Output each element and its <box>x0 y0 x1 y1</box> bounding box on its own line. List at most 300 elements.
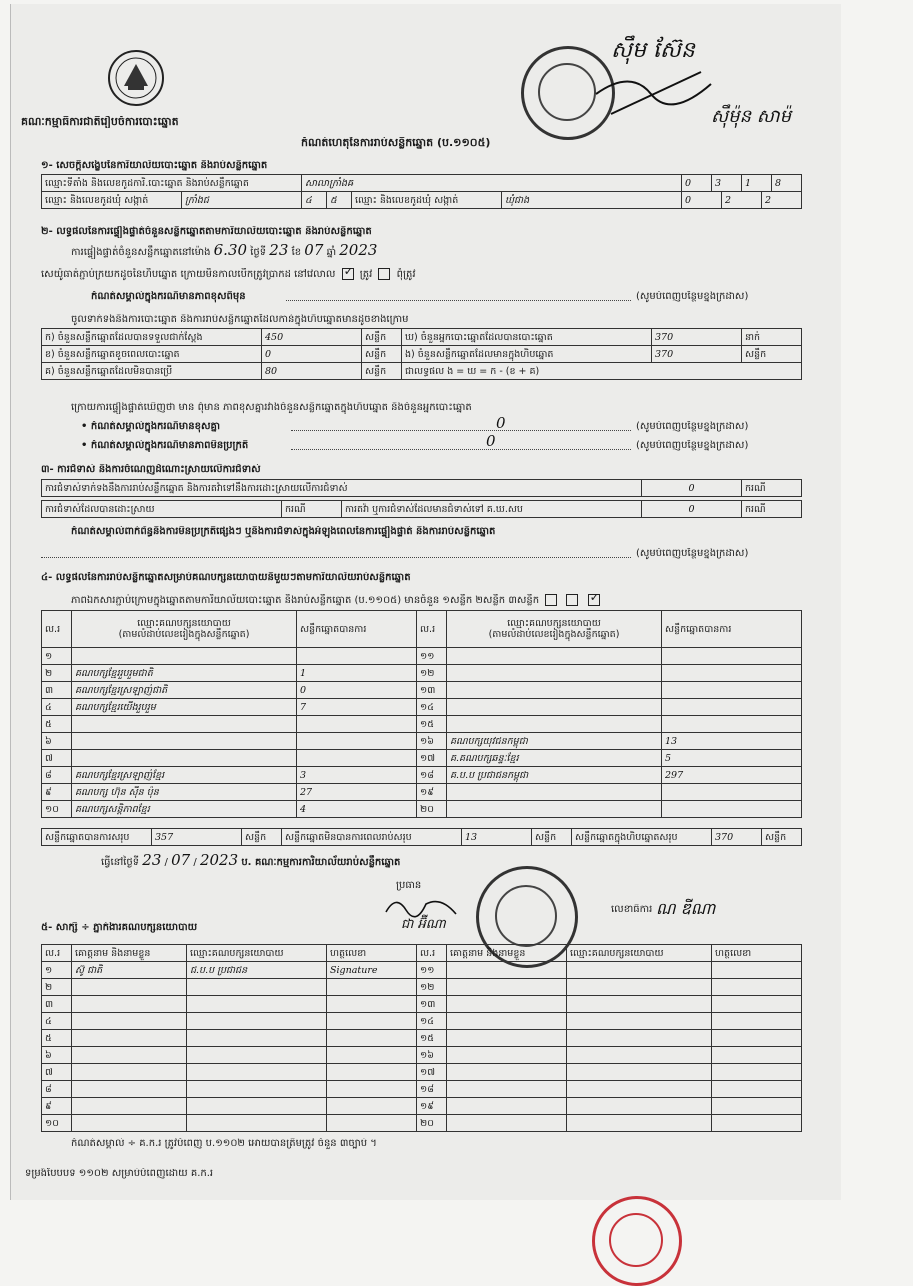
vote-count: 13 <box>662 733 802 750</box>
secretary-name: ណ ឌីណា <box>656 899 716 918</box>
table-row <box>417 767 802 784</box>
witness-party <box>187 1047 327 1064</box>
s2-note-line <box>286 300 631 301</box>
table-row <box>417 716 802 733</box>
s2-d-value: 370 <box>652 329 742 346</box>
table-row <box>417 784 802 801</box>
table-row <box>42 648 417 665</box>
witness-party <box>567 962 712 979</box>
s1-code-3: 1 <box>742 175 772 192</box>
signature-top-2: ស៊ឹម៉ុន សាម៉ <box>711 106 791 127</box>
party-name: គណបក្សសន្តិភាពខ្មែរ <box>72 801 297 818</box>
s4-date-label: ធ្វើនៅថ្ងៃទី <box>101 857 140 868</box>
nec-emblem-icon <box>106 48 166 108</box>
witness-party <box>567 1030 712 1047</box>
s1-row2-value-b: ឃុំជាង <box>502 192 682 209</box>
s5-col-sign-r: ហត្ថលេខា <box>712 945 802 962</box>
secretary-label: លេខាធិការ <box>611 904 653 915</box>
s2-e-value: 370 <box>652 346 742 363</box>
party-name: គណបក្សខ្មែររួបរួមជាតិ <box>72 665 297 682</box>
witness-name <box>447 979 567 996</box>
s2-bullet2-line <box>291 449 631 450</box>
s4-col-party-r <box>447 611 662 648</box>
table-row <box>42 716 417 733</box>
s2-month: 07 <box>304 244 324 259</box>
s1-row1-value: សាលាក្រាំងឝ <box>302 175 682 192</box>
vote-count: 0 <box>297 682 417 699</box>
row-number: ៣ <box>42 996 72 1013</box>
s4-total-unit-c: សន្លឹក <box>762 829 802 846</box>
witness-signature <box>327 1030 417 1047</box>
section1-title: ១- សេចក្តីសង្ខេបនៃការិយាល័យបោះឆ្នោត និងរាប់សន្លឹកឆ្នោត <box>41 160 268 171</box>
vote-count <box>662 784 802 801</box>
table-row <box>417 733 802 750</box>
s3-row2-label-b: ការតវ៉ា ឬការជំទាស់ដែលមានជំទាស់ទៅ គ.ឃ.សប <box>342 501 642 518</box>
table-row <box>42 767 417 784</box>
s3-row1-value: 0 <box>642 480 742 497</box>
witness-signature <box>712 1047 802 1064</box>
yes-checkbox[interactable]: ✓ <box>343 268 354 278</box>
witness-name <box>72 1013 187 1030</box>
row-number: ៩ <box>42 1098 72 1115</box>
table-row <box>417 1081 802 1098</box>
s2-bullet2-value: 0 <box>486 432 496 450</box>
witness-signature <box>712 1081 802 1098</box>
table-row <box>417 1047 802 1064</box>
table-row <box>42 996 417 1013</box>
party-name <box>447 784 662 801</box>
s2-line2-text: សេយ៉ូធាត់ភ្ជាប់ក្រយកដូចនៃហិបឆ្នោត ក្រោយមិនកាលបើកត្រូវប្រាកដ នៅវេលាល <box>41 269 336 280</box>
witness-party <box>187 1098 327 1115</box>
row-number: ១៣ <box>417 996 447 1013</box>
row-number: ២ <box>42 979 72 996</box>
s3-row2-unit: ករណី <box>742 501 802 518</box>
row-number: ១០ <box>42 801 72 818</box>
witness-name <box>72 1098 187 1115</box>
s2-bullet2-hint: (សូមបំពេញបន្ថែមខ្នងក្រដាស) <box>636 440 749 451</box>
row-number: ១៤ <box>417 699 447 716</box>
witness-party <box>187 1081 327 1098</box>
s2-intro: ចូលទាក់ទងនឹងការបោះឆ្នោត និងការរាប់សន្លឹកឆ្នោតដែលកាន់ក្នុងហិបឆ្នោតមានដូចខាងក្រោម <box>71 314 409 325</box>
witness-name <box>447 1098 567 1115</box>
row-number: ១០ <box>42 1115 72 1132</box>
table-row <box>42 750 417 767</box>
row-number: ១៦ <box>417 1047 447 1064</box>
s4-col-party-sub: (តាមលំដាប់លេខរៀងក្នុងសន្លឹកឆ្នោត) <box>118 629 250 640</box>
witness-signature <box>712 962 802 979</box>
witness-party <box>567 1064 712 1081</box>
vote-count: 1 <box>297 665 417 682</box>
party-name <box>447 648 662 665</box>
witness-name <box>447 1064 567 1081</box>
attach-checkbox-2[interactable] <box>566 594 578 606</box>
s3-table-row2 <box>41 500 802 518</box>
row-number: ៥ <box>42 716 72 733</box>
s4-total-label-c: សន្លឹកឆ្នោតក្នុងហិបឆ្នោតសរុប <box>572 829 712 846</box>
row-number: ២ <box>42 665 72 682</box>
witness-signature <box>712 1115 802 1132</box>
s2-check-line: ក្រោយការផ្ទៀងផ្ទាត់ឃើញថា មាន ពុំមាន ភាពខុសគ្នារវាងចំនួនសន្លឹកឆ្នោតក្នុងហិបឆ្នោត និងចំនួនអ្នកបោះឆ្នោត <box>71 402 472 413</box>
witness-party <box>187 996 327 1013</box>
witness-signature <box>327 996 417 1013</box>
row-number: ២០ <box>417 1115 447 1132</box>
row-number: ១៨ <box>417 1081 447 1098</box>
row-number: ១ <box>42 648 72 665</box>
s3-row2-value: 0 <box>642 501 742 518</box>
party-name <box>72 716 297 733</box>
table-row <box>417 750 802 767</box>
party-name <box>447 716 662 733</box>
s4-totals <box>41 828 802 846</box>
s2-c-unit: សន្លឹក <box>362 363 402 380</box>
s1-row2-code-c3: 2 <box>762 192 802 209</box>
s2-bullet2: • កំណត់សម្គាល់ក្នុងករណីមានភាពមិនប្រក្រតី <box>81 440 249 451</box>
signature-top-1: ស៊ឹម ស៊ែន <box>611 38 695 63</box>
party-name: គណបក្សយុវជនកម្ពុជា <box>447 733 662 750</box>
s2-a-value: 450 <box>262 329 362 346</box>
s3-note-line <box>41 557 631 558</box>
attach-checkbox-1[interactable] <box>545 594 557 606</box>
witness-signature <box>327 1064 417 1081</box>
row-number: ៧ <box>42 1064 72 1081</box>
s4-left-table <box>41 610 417 818</box>
s4-attach-text: ភាពឯកសារភ្ជាប់ក្រោមក្នុងឆ្នោតតាមការិយាល័យបោះឆ្នោត និងរាប់សន្លឹកឆ្នោត (ប.១១០៥) មានចំនួន ១សន្លឹក ២សន្លឹក ៣សន្លឹក <box>71 595 540 606</box>
witness-party <box>567 1047 712 1064</box>
table-row <box>42 801 417 818</box>
row-number: ៤ <box>42 699 72 716</box>
party-name: គណបក្សខ្មែរស្រឡាញ់ជាតិ <box>72 682 297 699</box>
table-row <box>42 1013 417 1030</box>
vote-count <box>662 699 802 716</box>
witness-signature <box>327 1013 417 1030</box>
party-name: គណបក្សខ្មែរយើងរួបរួម <box>72 699 297 716</box>
witness-name <box>447 1030 567 1047</box>
section1-table-row2 <box>41 191 802 209</box>
table-row <box>42 1098 417 1115</box>
witness-party <box>187 1064 327 1081</box>
row-number: ១៧ <box>417 1064 447 1081</box>
s4-col-party-main: ឈ្មោះគណបក្សនយោបាយ <box>137 618 231 629</box>
row-number: ១៩ <box>417 1098 447 1115</box>
witness-signature <box>327 1081 417 1098</box>
committee-name: គណៈកម្មាធិការជាតិរៀបចំការបោះឆ្នោត <box>21 116 179 128</box>
witness-signature <box>327 1098 417 1115</box>
witness-name <box>72 1081 187 1098</box>
s5-col-party-r: ឈ្មោះគណបក្សនយោបាយ <box>567 945 712 962</box>
party-name <box>447 682 662 699</box>
table-row <box>417 979 802 996</box>
s2-a-label: ក) ចំនួនសន្លឹកឆ្នោតដែលបានទទួលជាក់ស្តែង <box>42 329 262 346</box>
row-number: ៦ <box>42 733 72 750</box>
witness-signature <box>712 979 802 996</box>
row-number: ៧ <box>42 750 72 767</box>
table-row <box>417 699 802 716</box>
row-number: ១៧ <box>417 750 447 767</box>
s2-bullet2-label: កំណត់សម្គាល់ក្នុងករណីមានភាពមិនប្រក្រតី <box>90 440 249 451</box>
s4-total-label-b: សន្លឹកឆ្នោតមិនបានការពេលរាប់សរុប <box>282 829 462 846</box>
witness-name <box>447 1081 567 1098</box>
s2-line2 <box>41 268 416 281</box>
row-number: ២០ <box>417 801 447 818</box>
table-row <box>417 1013 802 1030</box>
signature-scribble-icon <box>591 64 721 124</box>
s1-row1-label: ឈ្មោះទីតាំង និងលេខកូដការិ.បោះឆ្នោត និងរាប់សន្លឹកឆ្នោត <box>42 175 302 192</box>
row-number: ១៥ <box>417 716 447 733</box>
row-number: ៩ <box>42 784 72 801</box>
witness-name <box>447 1047 567 1064</box>
s2-b-value: 0 <box>262 346 362 363</box>
vote-count: 7 <box>297 699 417 716</box>
row-number: ១១ <box>417 962 447 979</box>
witness-name <box>72 1047 187 1064</box>
table-row <box>417 1098 802 1115</box>
party-name <box>447 665 662 682</box>
s1-row2-code-c1: 0 <box>682 192 722 209</box>
s2-line1-label: ការផ្ទៀងផ្ទាត់ចំនួនសន្លឹកឆ្នោតនៅម៉ោង <box>71 247 211 258</box>
witness-signature <box>712 1098 802 1115</box>
s4-total-a: 357 <box>152 829 242 846</box>
s4-attach-line <box>71 594 603 607</box>
chair-name: ជា អ៊ីណា <box>401 917 446 932</box>
row-number: ១៣ <box>417 682 447 699</box>
row-number: ៨ <box>42 767 72 784</box>
row-number: ១២ <box>417 979 447 996</box>
witness-name <box>447 1115 567 1132</box>
row-number: ១១ <box>417 648 447 665</box>
red-seal-bottom <box>592 1196 682 1286</box>
s2-d-unit: នាក់ <box>742 329 802 346</box>
row-number: ១៦ <box>417 733 447 750</box>
s2-c-label: គ) ចំនួនសន្លឹកឆ្នោតដែលមិនបានប្រើ <box>42 363 262 380</box>
vote-count <box>662 682 802 699</box>
s1-row2-code-b: ៥ <box>327 192 352 209</box>
no-checkbox[interactable] <box>378 268 390 280</box>
row-number: ១៩ <box>417 784 447 801</box>
section3-title: ៣- ការជំទាស់ និងការចំណេញដំណោះស្រាយលើការជំទាស់ <box>41 464 261 475</box>
s2-e-unit: សន្លឹក <box>742 346 802 363</box>
vote-count: 4 <box>297 801 417 818</box>
s2-c-value: 80 <box>262 363 362 380</box>
s1-code-4: 8 <box>772 175 802 192</box>
form-title: កំណត់ហេតុនៃការរាប់សន្លឹកឆ្នោត (ប.១១០៥) <box>301 137 491 149</box>
table-row <box>417 962 802 979</box>
witness-name <box>72 1064 187 1081</box>
s4-col-party <box>72 611 297 648</box>
s5-col-no: ល.រ <box>42 945 72 962</box>
vote-count <box>662 648 802 665</box>
table-row <box>42 1115 417 1132</box>
s2-counts-table <box>41 328 802 380</box>
s4-total-b: 13 <box>462 829 532 846</box>
vote-count: 5 <box>662 750 802 767</box>
section1-table <box>41 174 802 192</box>
party-name <box>447 699 662 716</box>
s5-right-body <box>417 962 802 1132</box>
s4-col-no-r: ល.រ <box>417 611 447 648</box>
no-label: ពុំត្រូវ <box>396 269 416 280</box>
s3-row2-unit-a: ករណី <box>282 501 342 518</box>
s4-total-unit-a: សន្លឹក <box>242 829 282 846</box>
s4-col-votes-r: សន្លឹកឆ្នោតបានការ <box>662 611 802 648</box>
witness-party <box>567 1115 712 1132</box>
section4-title: ៤- លទ្ធផលនៃការរាប់សន្លឹកឆ្នោតសម្រាប់គណបក្សនយោបាយនីមួយៗតាមការិយាល័យរាប់សន្លឹកឆ្នោត <box>41 572 411 583</box>
witness-name <box>72 979 187 996</box>
vote-count: 27 <box>297 784 417 801</box>
section2-title: ២- លទ្ធផលនៃការផ្ទៀងផ្ទាត់ចំនួនសន្លឹកឆ្នោតតាមការិយាល័យបោះឆ្នោត និងរាប់សន្លឹកឆ្នោត <box>41 226 372 237</box>
party-name: គណបក្ស ហ៊ុន ស៊ីន ប៉ុន <box>72 784 297 801</box>
witness-name: ស៊ូ ជាតិ <box>72 962 187 979</box>
s4-date-year: 2023 <box>199 854 239 869</box>
table-row <box>42 699 417 716</box>
s2-bullet1-line <box>291 430 631 431</box>
s1-row2-label: ឈ្មោះ និងលេខកូដឃុំ សង្កាត់ <box>42 192 182 209</box>
form-sheet <box>10 4 841 1200</box>
s3-row2-label: ការជំទាស់ដែលបានដោះស្រាយ <box>42 501 282 518</box>
table-row <box>42 1064 417 1081</box>
s2-b-label: ខ) ចំនួនសន្លឹកឆ្នោតខូចពេលបោះឆ្នោត <box>42 346 262 363</box>
s2-day: 23 <box>269 244 289 259</box>
s5-col-sign: ហត្ថលេខា <box>327 945 417 962</box>
s5-col-no-r: ល.រ <box>417 945 447 962</box>
row-number: ៦ <box>42 1047 72 1064</box>
table-row <box>42 733 417 750</box>
vote-count <box>662 665 802 682</box>
table-row <box>42 682 417 699</box>
s3-note: កំណត់សម្គាល់ពាក់ព័ន្ធនឹងការមិនប្រក្រតីផ្សេងៗ ឬនឹងការជំទាស់ក្នុងអំឡុងពេលនៃការផ្ទៀងផ្ទាត់ និងការរាប់សន្លឹកឆ្នោត <box>71 526 496 537</box>
vote-count <box>662 716 802 733</box>
s3-row1-label: ការជំទាស់ទាក់ទងនឹងការរាប់សន្លឹកឆ្នោត និងការតវ៉ាទៅនឹងការដោះស្រាយលើការជំទាស់ <box>42 480 642 497</box>
attach-checkbox-3[interactable]: ✓ <box>589 594 600 604</box>
s5-right-table <box>416 944 802 1132</box>
witness-name <box>72 1115 187 1132</box>
s2-bullet1-value: 0 <box>496 414 506 432</box>
table-row <box>42 979 417 996</box>
witness-signature <box>712 1064 802 1081</box>
s4-right-body <box>417 648 802 818</box>
witness-party <box>567 1013 712 1030</box>
s1-code-2: 3 <box>712 175 742 192</box>
s1-row2-value: ក្រាំងជ <box>182 192 302 209</box>
witness-signature: Signature <box>327 962 417 979</box>
row-number: ៨ <box>42 1081 72 1098</box>
s2-a-unit: សន្លឹក <box>362 329 402 346</box>
row-number: ១ <box>42 962 72 979</box>
s5-col-party: ឈ្មោះគណបក្សនយោបាយ <box>187 945 327 962</box>
s5-left-table <box>41 944 417 1132</box>
party-name <box>72 750 297 767</box>
s2-note-hint: (សូមបំពេញបន្ថែមខ្នងក្រដាស) <box>636 291 749 302</box>
table-row <box>417 801 802 818</box>
s2-line1: ការផ្ទៀងផ្ទាត់ចំនួនសន្លឹកឆ្នោតនៅម៉ោង 6.30 ថ្ងៃទី 23 ខែ 07 ឆ្នាំ 2023 <box>71 244 377 259</box>
vote-count: 3 <box>297 767 417 784</box>
witness-party <box>567 1098 712 1115</box>
table-row <box>42 665 417 682</box>
s4-col-party-main-r: ឈ្មោះគណបក្សនយោបាយ <box>507 618 601 629</box>
witness-party <box>187 1115 327 1132</box>
witness-signature <box>327 979 417 996</box>
witness-signature <box>712 1030 802 1047</box>
witness-name <box>447 996 567 1013</box>
s1-row2-code-c2: 2 <box>722 192 762 209</box>
witness-signature <box>712 1013 802 1030</box>
s5-left-body <box>42 962 417 1132</box>
s2-bullet1-hint: (សូមបំពេញបន្ថែមខ្នងក្រដាស) <box>636 421 749 432</box>
witness-party <box>187 1013 327 1030</box>
s4-date-month: 07 <box>171 854 191 869</box>
s3-table <box>41 479 802 497</box>
party-name <box>72 733 297 750</box>
s4-col-votes: សន្លឹកឆ្នោតបានការ <box>297 611 417 648</box>
table-row <box>417 1064 802 1081</box>
row-number: ១២ <box>417 665 447 682</box>
s4-left-body <box>42 648 417 818</box>
witness-name <box>72 1030 187 1047</box>
table-row <box>417 1115 802 1132</box>
s1-row2-label-b: ឈ្មោះ និងលេខកូដឃុំ សង្កាត់ <box>352 192 502 209</box>
row-number: ១៤ <box>417 1013 447 1030</box>
s2-b-unit: សន្លឹក <box>362 346 402 363</box>
s2-bullet1: • កំណត់សម្គាល់ក្នុងករណីមានខុសគ្នា <box>81 421 221 432</box>
witness-signature <box>712 996 802 1013</box>
s4-date-day: 23 <box>142 854 162 869</box>
row-number: ១៨ <box>417 767 447 784</box>
s2-d-label: ឃ) ចំនួនអ្នកបោះឆ្នោតដែលបានបោះឆ្នោត <box>402 329 652 346</box>
s2-bullet1-label: កំណត់សម្គាល់ក្នុងករណីមានខុសគ្នា <box>90 421 221 432</box>
s4-total-unit-b: សន្លឹក <box>532 829 572 846</box>
s4-col-party-sub-r: (តាមលំដាប់លេខរៀងក្នុងសន្លឹកឆ្នោត) <box>488 629 620 640</box>
row-number: ៤ <box>42 1013 72 1030</box>
witness-party: ជ.ប.ប ប្រជាជន <box>187 962 327 979</box>
chair-label: ប្រធាន <box>396 880 422 891</box>
vote-count: 297 <box>662 767 802 784</box>
s2-year: 2023 <box>339 244 378 259</box>
s5-col-name-r: គោត្តនាម និងនាមខ្លួន <box>447 945 567 962</box>
s1-code-1: 0 <box>682 175 712 192</box>
witness-name <box>447 1013 567 1030</box>
table-row <box>417 648 802 665</box>
party-name <box>72 648 297 665</box>
witness-party <box>567 979 712 996</box>
witness-name <box>447 962 567 979</box>
row-number: ៣ <box>42 682 72 699</box>
vote-count <box>297 716 417 733</box>
witness-party <box>567 996 712 1013</box>
table-row <box>42 1081 417 1098</box>
s4-committee-label: ប. គណៈកម្មការការិយាល័យរាប់សន្លឹកឆ្នោត <box>241 857 401 868</box>
table-row <box>417 1030 802 1047</box>
section5-title: ៥- សាក្សី ÷ ភ្នាក់ងារគណបក្សនយោបាយ <box>41 922 198 933</box>
table-row <box>417 665 802 682</box>
party-name: គណបក្សខ្មែរស្រឡាញ់ខ្មែរ <box>72 767 297 784</box>
witness-signature <box>327 1047 417 1064</box>
s3-note-hint: (សូមបំពេញបន្ថែមខ្នងក្រដាស) <box>636 548 749 559</box>
party-name: គ.គណបក្សឆន្ទៈខ្មែរ <box>447 750 662 767</box>
witness-party <box>187 979 327 996</box>
s5-footnote: កំណត់សម្គាល់ ÷ គ.ក.រ ត្រូវបំពេញ ប.១១០២ អោយបានត្រឹមត្រូវ ចំនួន ៣ច្បាប់ ។ <box>71 1138 377 1149</box>
party-name <box>447 801 662 818</box>
table-row <box>417 682 802 699</box>
party-name: គ.ប.ប ប្រជាជនកម្ពុជា <box>447 767 662 784</box>
s2-formula: ជាលទ្ធផល ង = ឃ = ក - (ខ + គ) <box>402 363 802 380</box>
table-row <box>42 1030 417 1047</box>
row-number: ១៥ <box>417 1030 447 1047</box>
vote-count <box>662 801 802 818</box>
vote-count <box>297 648 417 665</box>
s4-date-line: ធ្វើនៅថ្ងៃទី 23 / 07 / 2023 ប. គណៈកម្មការការិយាល័យរាប់សន្លឹកឆ្នោត <box>101 854 400 869</box>
s4-total-c: 370 <box>712 829 762 846</box>
witness-signature <box>327 1115 417 1132</box>
s1-row2-code-a: ៤ <box>302 192 327 209</box>
